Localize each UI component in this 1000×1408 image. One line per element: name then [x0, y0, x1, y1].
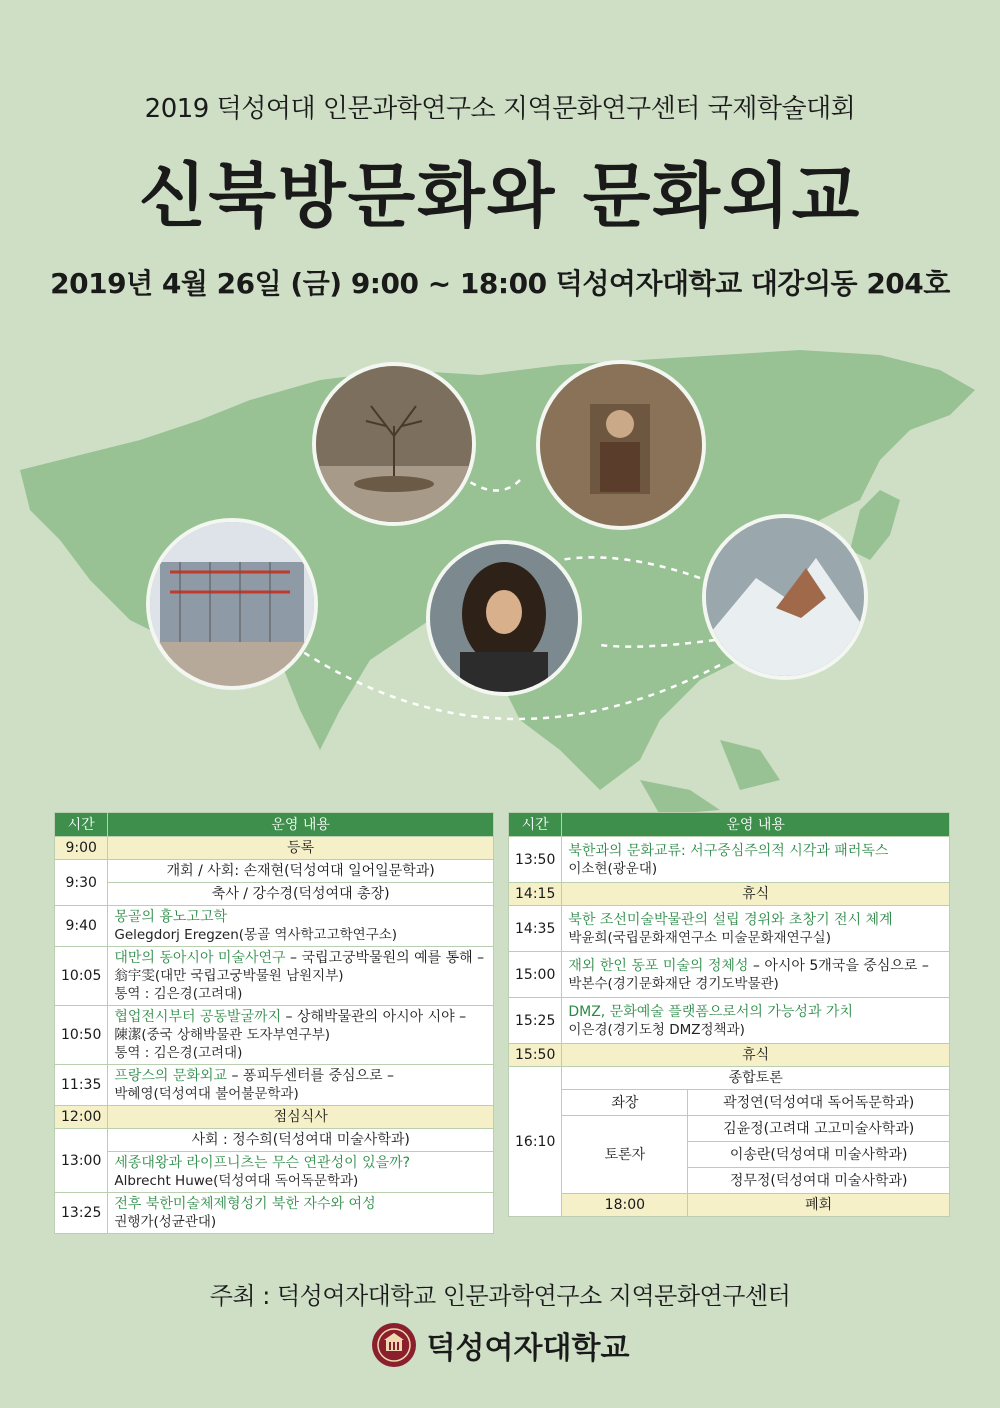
session-subtitle: – 퐁피두센터를 중심으로 –	[227, 1068, 395, 1084]
session-1	[108, 906, 494, 947]
time-cell: 13:50	[509, 837, 562, 883]
time-cell: 11:35	[55, 1065, 108, 1106]
time-cell: 9:00	[55, 837, 108, 860]
session-5	[108, 1152, 494, 1193]
closing: 폐회	[688, 1194, 950, 1217]
session-title: 전후 북한미술체제형성기 북한 자수와 여성	[114, 1196, 376, 1212]
time-cell: 12:00	[55, 1106, 108, 1129]
time-cell: 9:30	[55, 860, 108, 906]
schedule-table-right	[508, 812, 950, 1217]
opening: 개회 / 사회: 손재현(덕성여대 일어일문학과)	[108, 860, 494, 883]
time-cell: 15:50	[509, 1044, 562, 1067]
break: 휴식	[562, 1044, 950, 1067]
moderator: 사회 : 정수희(덕성여대 미술사학과)	[108, 1129, 494, 1152]
discussant-label: 토론자	[562, 1116, 688, 1194]
event-subtitle: 2019 덕성여대 인문과학연구소 지역문화연구센터 국제학술대회	[144, 94, 856, 124]
session-speaker: 권행가(성균관대)	[114, 1214, 217, 1230]
chair-name: 곽정연(덕성여대 독어독문학과)	[688, 1090, 950, 1116]
university-name: 덕성여자대학교	[426, 1331, 630, 1366]
session-speaker: 박윤희(국립문화재연구소 미술문화재연구실)	[568, 929, 831, 946]
session-title: DMZ, 문화예술 플랫폼으로서의 가능성과 가치	[568, 1003, 853, 1020]
photo-mural-painting	[536, 360, 706, 530]
session-title: 프랑스의 문화외교	[114, 1068, 228, 1084]
schedule-table-left	[54, 812, 494, 1234]
header-content: 운영 내용	[562, 813, 950, 837]
discussant-name: 김윤정(고려대 고고미술사학과)	[688, 1116, 950, 1142]
university-seal-icon	[371, 1322, 417, 1368]
session-title: 북한과의 문화교류: 서구중심주의적 시각과 패러독스	[568, 842, 889, 859]
session-subtitle: – 아시아 5개국을 중심으로 –	[748, 957, 929, 974]
session-subtitle: – 국립고궁박물원의 예를 통해 –	[285, 950, 485, 966]
session-7	[562, 837, 950, 883]
lunch: 점심식사	[108, 1106, 494, 1129]
session-9	[562, 952, 950, 998]
session-title: 세종대왕과 라이프니츠는 무슨 연관성이 있을까?	[114, 1155, 411, 1171]
session-title: 재외 한인 동포 미술의 정체성	[568, 957, 749, 974]
time-cell: 10:05	[55, 947, 108, 1006]
session-title: 북한 조선미술박물관의 설립 경위와 초창기 전시 체계	[568, 911, 893, 928]
session-title: 몽골의 흉노고고학	[114, 909, 228, 925]
time-cell: 14:15	[509, 883, 562, 906]
discussant-name: 정무정(덕성여대 미술사학과)	[688, 1168, 950, 1194]
time-cell: 13:00	[55, 1129, 108, 1193]
session-3	[108, 1006, 494, 1065]
photo-leibniz-portrait	[426, 540, 582, 696]
photo-deer-installation	[312, 362, 476, 526]
photo-snowy-mountain	[702, 514, 868, 680]
host-organization: 주최 : 덕성여자대학교 인문과학연구소 지역문화연구센터	[209, 1282, 791, 1310]
session-10	[562, 998, 950, 1044]
session-title: 협업전시부터 공동발굴까지	[114, 1009, 282, 1025]
session-interpreter: 통역 : 김은경(고려대)	[114, 1045, 243, 1061]
session-speaker: 陳潔(중국 상해박물관 도자부연구부)	[114, 1027, 331, 1043]
time-cell: 9:40	[55, 906, 108, 947]
time-cell: 14:35	[509, 906, 562, 952]
time-cell: 16:10	[509, 1067, 562, 1217]
session-6	[108, 1193, 494, 1234]
registration: 등록	[108, 837, 494, 860]
panel-discussion: 종합토론	[562, 1067, 950, 1090]
congratulatory-address: 축사 / 강수경(덕성여대 총장)	[108, 883, 494, 906]
header-time: 시간	[55, 813, 108, 837]
session-title: 대만의 동아시아 미술사연구	[114, 950, 286, 966]
time-cell: 13:25	[55, 1193, 108, 1234]
time-cell: 10:50	[55, 1006, 108, 1065]
event-title: 신북방문화와 문화외교	[138, 155, 862, 237]
time-cell: 15:00	[509, 952, 562, 998]
time-cell: 18:00	[562, 1194, 688, 1217]
header-content: 운영 내용	[108, 813, 494, 837]
session-2	[108, 947, 494, 1006]
session-speaker: 박혜영(덕성여대 불어불문학과)	[114, 1086, 299, 1102]
session-subtitle: – 상해박물관의 아시아 시야 –	[281, 1009, 467, 1025]
time-cell: 15:25	[509, 998, 562, 1044]
chair-label: 좌장	[562, 1090, 688, 1116]
event-date-venue: 2019년 4월 26일 (금) 9:00 ~ 18:00 덕성여자대학교 대강의동 204호	[50, 267, 950, 300]
session-interpreter: 통역 : 김은경(고려대)	[114, 986, 243, 1002]
session-8	[562, 906, 950, 952]
session-speaker: 翁宇雯(대만 국립고궁박물원 남원지부)	[114, 968, 344, 984]
session-speaker: 이소현(광운대)	[568, 860, 658, 877]
session-speaker: 이은경(경기도청 DMZ정책과)	[568, 1021, 745, 1038]
header-time: 시간	[509, 813, 562, 837]
discussant-name: 이송란(덕성여대 미술사학과)	[688, 1142, 950, 1168]
break: 휴식	[562, 883, 950, 906]
session-speaker: Gelegdorj Eregzen(몽골 역사학고고학연구소)	[114, 927, 398, 943]
session-4	[108, 1065, 494, 1106]
photo-pompidou-center	[146, 518, 318, 690]
university-logo-block	[0, 1322, 1000, 1368]
session-speaker: 박본수(경기문화재단 경기도박물관)	[568, 975, 779, 992]
session-speaker: Albrecht Huwe(덕성여대 독어독문학과)	[114, 1173, 359, 1189]
